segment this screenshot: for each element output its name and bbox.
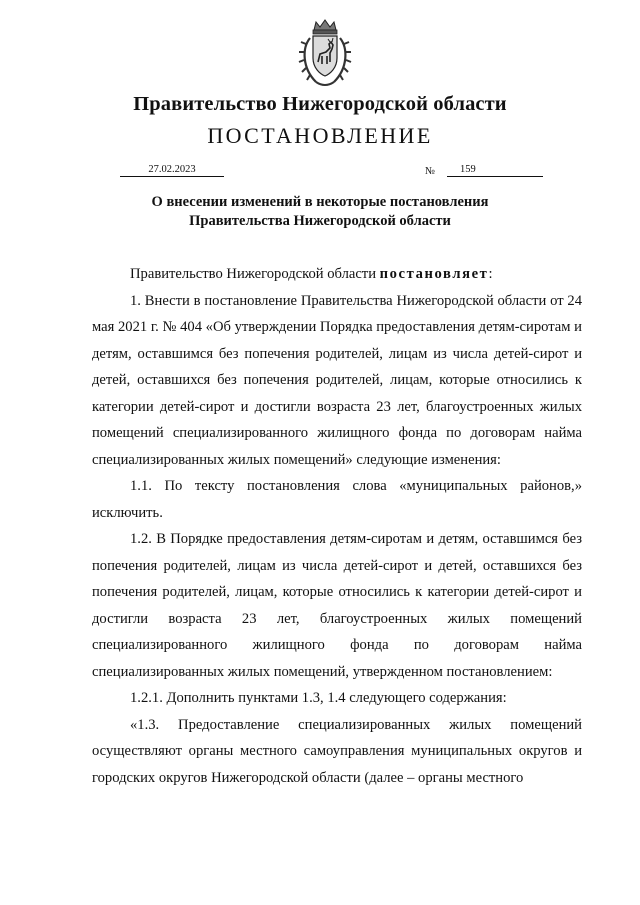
document-date: 27.02.2023 bbox=[120, 164, 224, 177]
intro-verb: постановляет bbox=[379, 266, 489, 282]
intro-paragraph bbox=[92, 261, 582, 288]
paragraph-1-2: 1.2. В Порядке предоставления детям-сиротам и детям, оставшимся без попечения родителей, лицам из числа детей-сирот и детей, оставшихся без попечения родителей, лицам, которые относились к категории детей-сирот и достигли возраста 23 лет, благоустроенных жилых помещений специализированного жилищного фонда по договорам найма специализированных жилых помещений, утвержденном постановлением: bbox=[92, 531, 582, 680]
document-number: 159 bbox=[460, 164, 476, 175]
subject-line-2: Правительства Нижегородской области bbox=[189, 212, 451, 229]
document-type: ПОСТАНОВЛЕНИЕ bbox=[207, 123, 433, 148]
paragraph-1: 1. Внести в постановление Правительства Нижегородской области от 24 мая 2021 г. № 404 «Об утверждении Порядка предоставления детям-сиротам и детям, оставшимся без попечения родителей, лицам из числа детей-сирот и детей, оставшихся без попечения родителей, лицам, которые относились к категории детей-сирот и достигли возраста 23 лет, благоустроенных жилых помещений специализированного жилищного фонда по договорам найма специализированных жилых помещений» следующие изменения: bbox=[92, 292, 582, 468]
intro-colon: : bbox=[488, 266, 493, 282]
intro-text: Правительство Нижегородской области bbox=[130, 266, 380, 282]
document-body bbox=[92, 261, 582, 791]
paragraph-1-2-1: 1.2.1. Дополнить пунктами 1.3, 1.4 следующего содержания: bbox=[130, 690, 507, 706]
coat-of-arms-icon bbox=[296, 18, 354, 90]
paragraph-1-1: 1.1. По тексту постановления слова «муниципальных районов,» исключить. bbox=[92, 478, 582, 521]
subject-line-1: О внесении изменений в некоторые постановления bbox=[151, 194, 489, 210]
paragraph-1-3: «1.3. Предоставление специализированных жилых помещений осуществляют органы местного самоуправления муниципальных округов и городских округов Нижегородской области (далее – органы местного bbox=[92, 716, 582, 786]
document-subject bbox=[0, 193, 640, 230]
number-sign: № bbox=[425, 166, 436, 177]
document-number-field bbox=[447, 164, 543, 177]
government-title: Правительство Нижегородской области bbox=[133, 93, 507, 115]
